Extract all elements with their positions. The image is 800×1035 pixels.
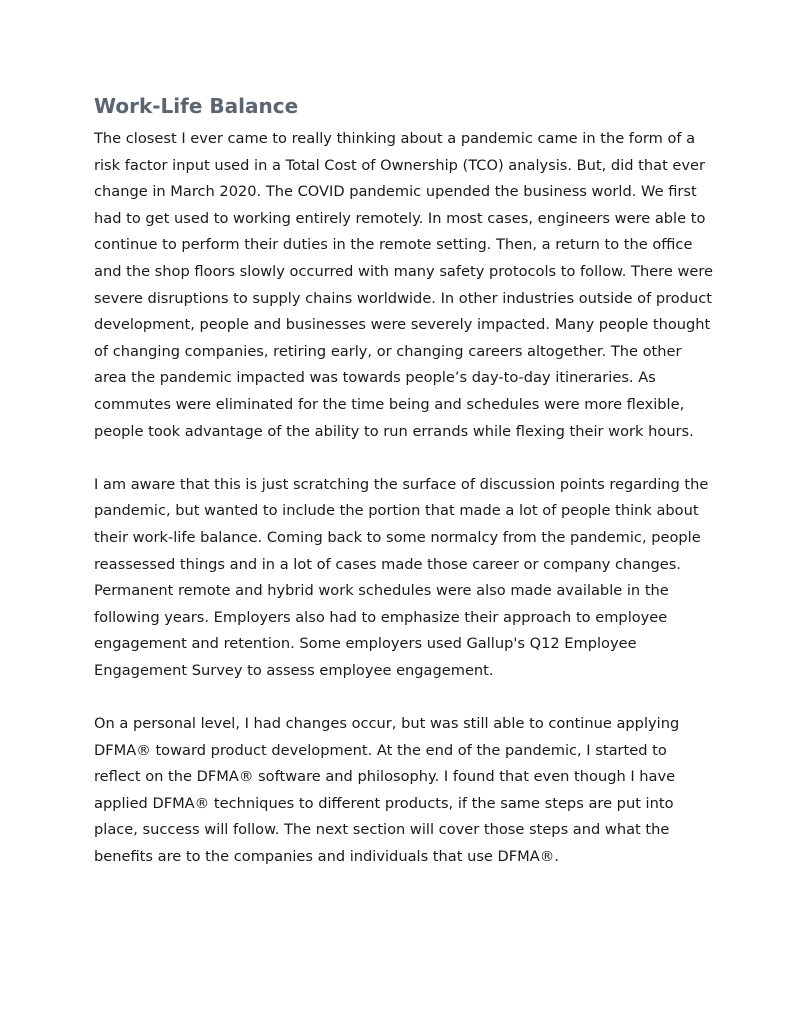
paragraph-personal-level: On a personal level, I had changes occur, but was still able to continue applying DFMA® toward product development. At the end of the pandemic, I started to reflect on the DFMA® software and philosophy. I found that even though I have applied DFMA® techniques to different products, if the same steps are put into place, success will follow. The next section will cover those steps and what the benefits are to the companies and individuals that use DFMA®. bbox=[94, 715, 680, 866]
paragraph-work-life-balance: I am aware that this is just scratching the surface of discussion points regarding the pandemic, but wanted to include the portion that made a lot of people think about their work-life balance. Coming back to some normalcy from the pandemic, people reassessed things and in a lot of cases made those career or company changes. Permanent remote and hybrid work schedules were also made available in the following years. Employers also had to emphasize their approach to employee engagement and retention. Some employers used Gallup's Q12 Employee Engagement Survey to assess employee engagement. bbox=[94, 475, 709, 679]
section-body bbox=[94, 92, 714, 897]
paragraph-pandemic: The closest I ever came to really thinking about a pandemic came in the form of a risk factor input used in a Total Cost of Ownership (TCO) analysis. But, did that ever change in March 2020. The COVID pandemic upended the business world. We first had to get used to working entirely remotely. In most cases, engineers were able to continue to perform their duties in the remote setting. Then, a return to the office and the shop floors slowly occurred with many safety protocols to follow. There were severe disruptions to supply chains worldwide. In other industries outside of product development, people and businesses were severely impacted. Many people thought of changing companies, retiring early, or changing careers altogether. The other area the pandemic impacted was towards people’s day-to-day itineraries. As commutes were eliminated for the time being and schedules were more flexible, people took advantage of the ability to run errands while flexing their work hours. bbox=[94, 130, 714, 440]
section-title: Work-Life Balance bbox=[94, 94, 299, 118]
